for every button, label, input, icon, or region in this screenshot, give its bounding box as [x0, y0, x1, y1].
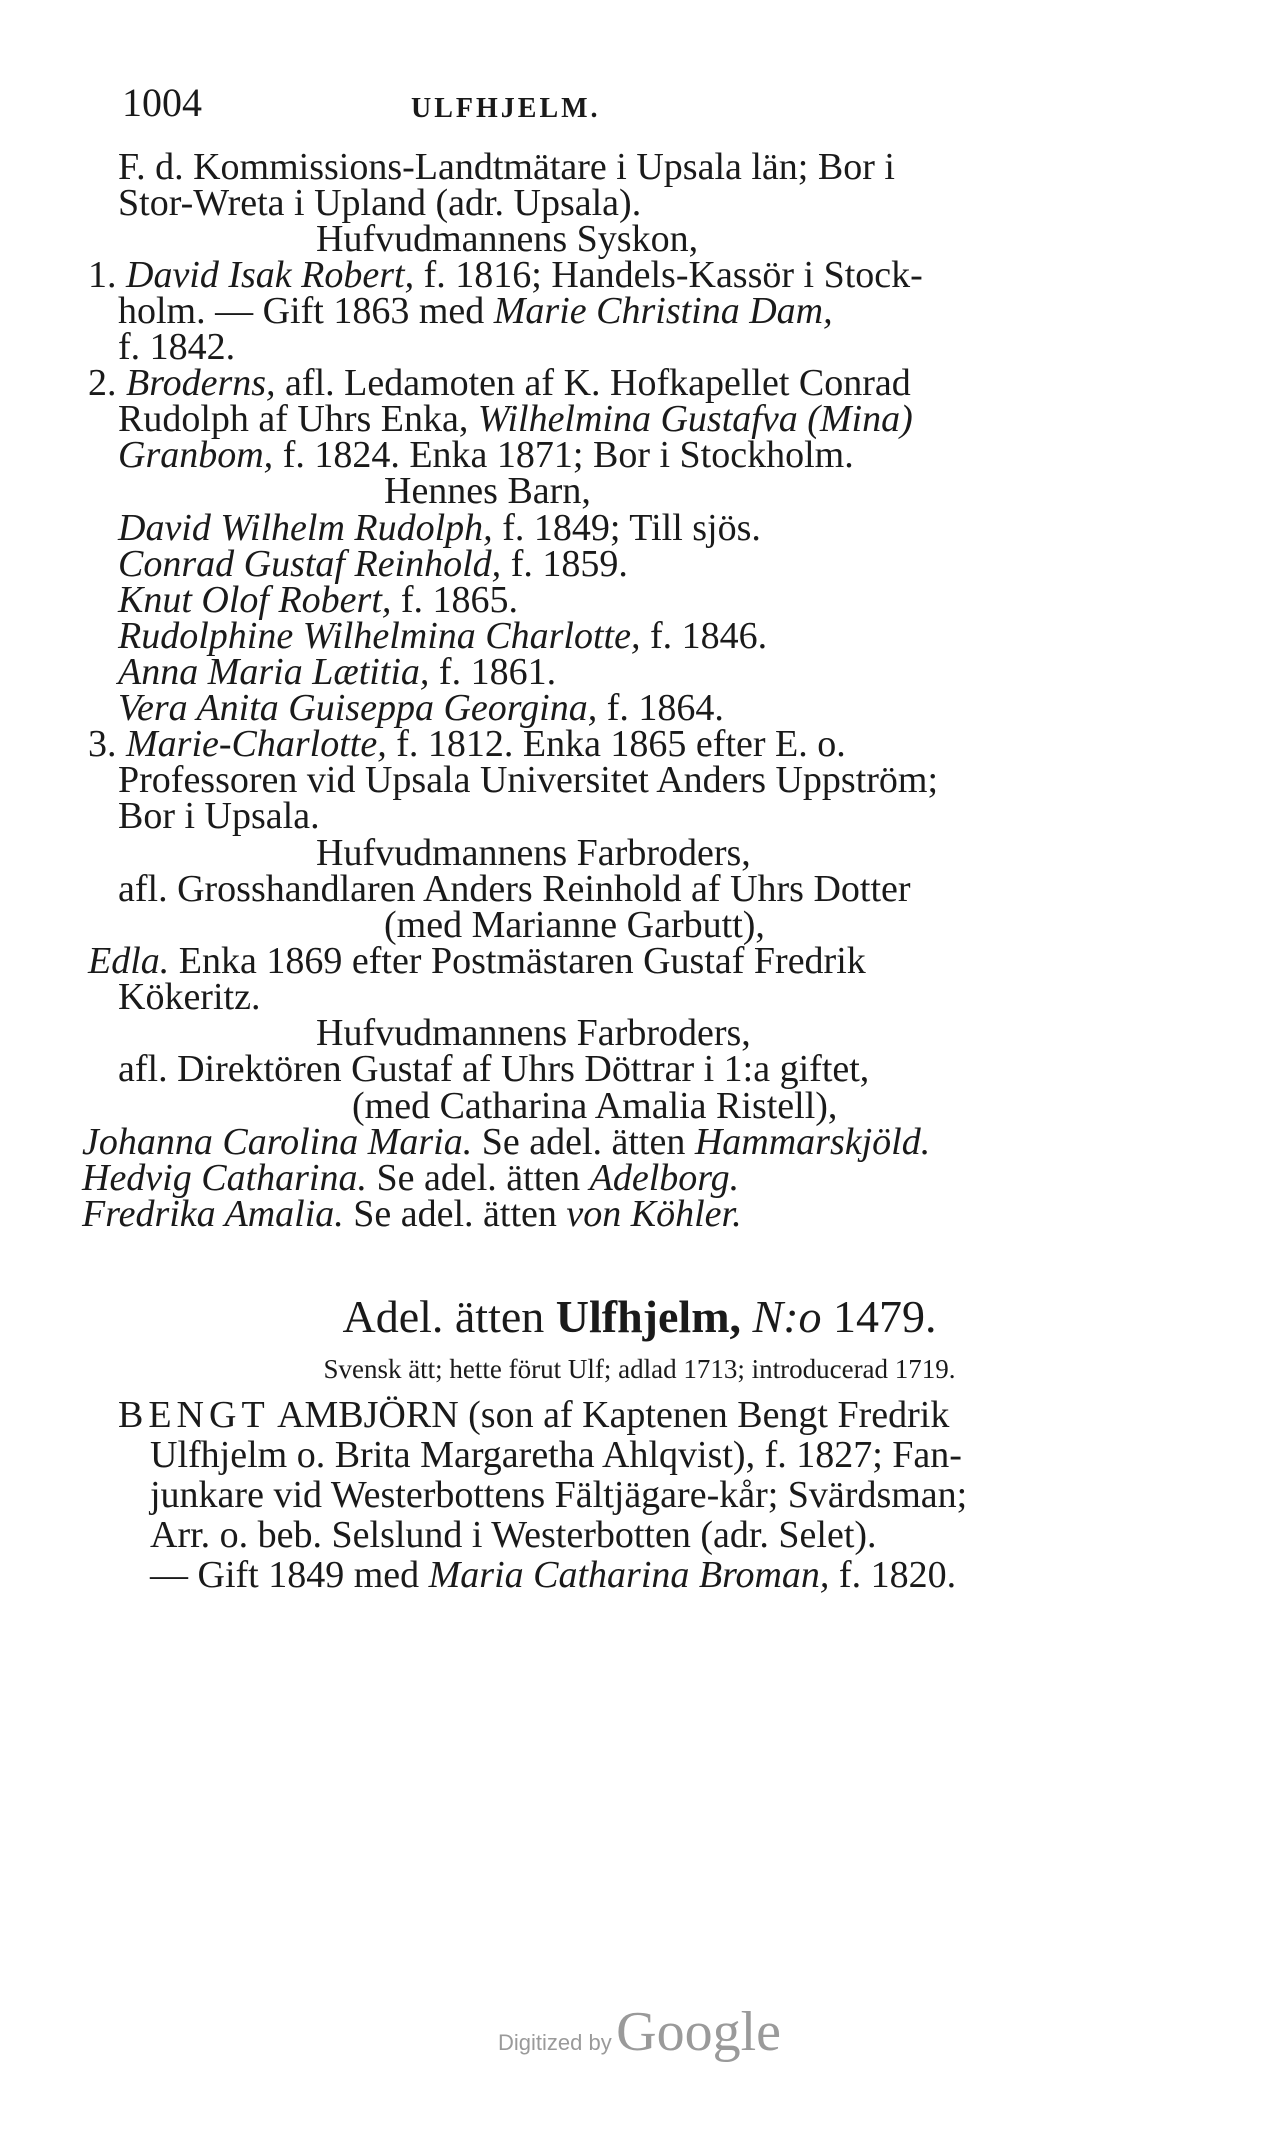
digitized-label: Digitized by: [497, 2030, 612, 2055]
entry-1-spouse: Marie Christina Dam,: [493, 290, 833, 332]
child-details: f. 1864.: [606, 687, 724, 729]
family-line-5: [150, 1552, 956, 1598]
entry-3-line-2: Professoren vid Upsala Universitet Anders Uppström;: [118, 759, 939, 801]
daughter-name: Hedvig Catharina.: [82, 1157, 367, 1199]
child-details: f. 1846.: [649, 615, 768, 657]
section-2-line-4: Kökeritz.: [118, 976, 261, 1018]
entry-3-number: 3.: [88, 723, 117, 765]
child-details: f. 1849; Till sjös.: [502, 507, 761, 549]
family-number: 1479.: [833, 1291, 937, 1342]
entry-2-maiden-name: Granbom,: [118, 434, 274, 476]
family-name: Ulfhjelm,: [555, 1291, 742, 1342]
intro-line-2: Stor-Wreta i Upland (adr. Upsala).: [118, 182, 642, 224]
child-name: Vera Anita Guiseppa Georgina,: [118, 687, 598, 729]
entry-1-marriage: holm. — Gift 1863 med: [118, 290, 485, 332]
running-title: ULFHJELM.: [411, 93, 601, 124]
section-2-line-1: afl. Grosshandlaren Anders Reinhold af Uhrs Dotter: [118, 868, 911, 910]
entry-3-name: Marie-Charlotte,: [126, 723, 387, 765]
family-title: [0, 1288, 1279, 1346]
section-3-heading: Hufvudmannens Farbroders,: [316, 1012, 751, 1054]
siblings-heading: Hufvudmannens Syskon,: [316, 218, 699, 260]
daughter-details: Enka 1869 efter Postmästaren Gustaf Fredrik: [178, 940, 866, 982]
daughter-house: Hammarskjöld.: [694, 1121, 931, 1163]
entry-1-text: f. 1816; Handels-Kassör i Stock-: [423, 254, 923, 296]
section-3-line-1: afl. Direktören Gustaf af Uhrs Döttrar i 1:a giftet,: [118, 1048, 870, 1090]
daughter-name: Fredrika Amalia.: [82, 1193, 344, 1235]
entry-1-name: David Isak Robert,: [126, 254, 415, 296]
child-name: Conrad Gustaf Reinhold,: [118, 543, 502, 585]
child-name: Anna Maria Lætitia,: [118, 651, 430, 693]
entry-1-number: 1.: [88, 254, 117, 296]
child-name: Knut Olof Robert,: [118, 579, 392, 621]
section-2-heading: Hufvudmannens Farbroders,: [316, 832, 751, 874]
daughter-ref: Se adel. ätten: [353, 1193, 557, 1235]
child-name: David Wilhelm Rudolph,: [118, 507, 493, 549]
head-first-name: BENGT: [118, 1394, 270, 1436]
daughter-ref: Se adel. ätten: [481, 1121, 686, 1163]
family-title-prefix: Adel. ätten: [342, 1291, 545, 1342]
daughter-name: Johanna Carolina Maria.: [82, 1121, 473, 1163]
marriage-text: — Gift 1849 med: [150, 1554, 420, 1596]
entry-2-husband: Rudolph af Uhrs Enka,: [118, 398, 469, 440]
daughter-house: Adelborg.: [589, 1157, 740, 1199]
entry-2-widow: Wilhelmina Gustafva (Mina): [477, 398, 913, 440]
section-2-line-2: (med Marianne Garbutt),: [384, 904, 765, 946]
family-line-3: junkare vid Westerbottens Fältjägare-kår; Svärdsman;: [150, 1474, 968, 1516]
entry-2-text: afl. Ledamoten af K. Hofkapellet Conrad: [285, 362, 911, 404]
family-line-4: Arr. o. beb. Selslund i Westerbotten (adr. Selet).: [150, 1514, 877, 1556]
child-name: Rudolphine Wilhelmina Charlotte,: [118, 615, 641, 657]
wife-name: Maria Catharina Broman,: [428, 1554, 830, 1596]
head-details: AMBJÖRN (son af Kaptenen Bengt Fredrik: [277, 1394, 950, 1436]
daughter-3: [82, 1191, 742, 1237]
google-logo: Google: [616, 2001, 782, 2063]
child-details: f. 1859.: [510, 543, 628, 585]
daughter-name: Edla.: [88, 940, 170, 982]
entry-2-details: f. 1824. Enka 1871; Bor i Stockholm.: [282, 434, 854, 476]
entry-1-line-3: f. 1842.: [118, 326, 236, 368]
intro-line-1: F. d. Kommissions-Landtmätare i Upsala län; Bor i: [118, 146, 895, 188]
family-number-label: N:o: [752, 1291, 822, 1342]
digitized-watermark: [0, 2000, 1279, 2064]
daughter-ref: Se adel. ätten: [376, 1157, 581, 1199]
section-3-line-2: (med Catharina Amalia Ristell),: [352, 1085, 838, 1127]
wife-birth: f. 1820.: [838, 1554, 957, 1596]
daughter-house: von Köhler.: [566, 1193, 742, 1235]
family-line-2: Ulfhjelm o. Brita Margaretha Ahlqvist), f. 1827; Fan-: [150, 1434, 962, 1476]
entry-2-number: 2.: [88, 362, 117, 404]
entry-3-text: f. 1812. Enka 1865 efter E. o.: [396, 723, 846, 765]
children-heading: Hennes Barn,: [384, 470, 591, 512]
page-number: 1004: [122, 80, 202, 125]
entry-2-name: Broderns,: [126, 362, 276, 404]
child-details: f. 1865.: [400, 579, 519, 621]
family-subtitle: Svensk ätt; hette förut Ulf; adlad 1713; introducerad 1719.: [323, 1354, 956, 1384]
child-details: f. 1861.: [438, 651, 557, 693]
entry-3-line-3: Bor i Upsala.: [118, 795, 320, 837]
